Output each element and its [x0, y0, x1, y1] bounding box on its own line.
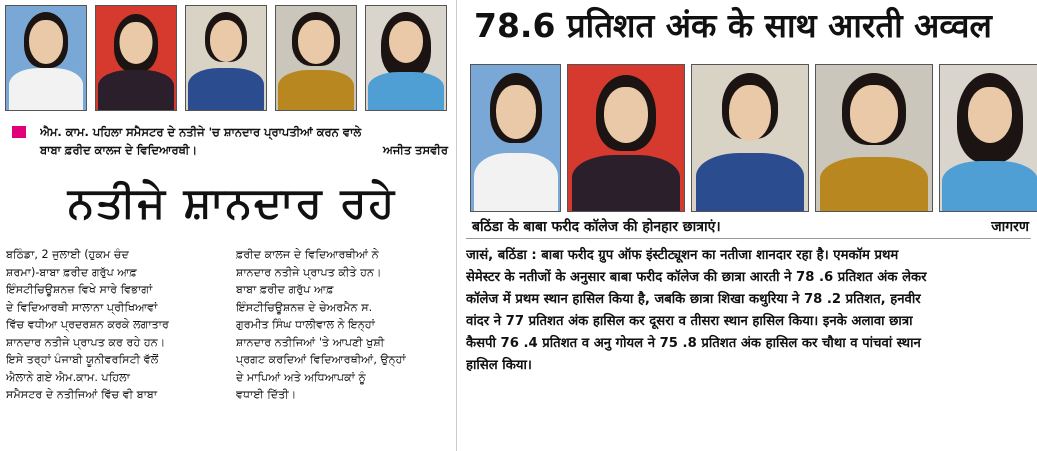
column-1-line: ਸ਼ਰਮਾ)-ਬਾਬਾ ਫ਼ਰੀਦ ਗਰੁੱਪ ਆਫ਼: [6, 265, 137, 279]
photo-credit: जागरण: [991, 219, 1029, 235]
column-1-line: ਸਮੈਸਟਰ ਦੇ ਨਤੀਜਿਆਂ ਵਿੱਚ ਵੀ ਬਾਬਾ: [6, 388, 158, 401]
column-2-line: ਪ੍ਰਗਟ ਕਰਦਿਆਂ ਵਿਦਿਆਰਥੀਆਂ, ਉਨ੍ਹਾਂ: [236, 353, 406, 366]
column-1-line: ਐਲਾਨੇ ਗਏ ਐਮ.ਕਾਮ. ਪਹਿਲਾ: [6, 370, 130, 384]
column-1-line: ਬਠਿੰਡਾ, 2 ਜੁਲਾਈ (ਹੁਕਮ ਚੰਦ: [6, 248, 129, 261]
column-1-line: ਸ਼ਾਨਦਾਰ ਨਤੀਜੇ ਪ੍ਰਾਪਤ ਕਰ ਰਹੇ ਹਨ।: [6, 335, 166, 349]
left-photo-row: [5, 5, 447, 111]
headline: ਨਤੀਜੇ ਸ਼ਾਨਦਾਰ ਰਹੇ: [67, 178, 397, 227]
student-photo-1: [5, 5, 87, 111]
column-1-line: ਇੰਸਟੀਚਿਊਸ਼ਨਜ਼ ਵਿਖੇ ਸਾਰੇ ਵਿਭਾਗਾਂ: [6, 283, 153, 296]
photo-caption-line-2: ਬਾਬਾ ਫ਼ਰੀਦ ਕਾਲਜ ਦੇ ਵਿਦਿਆਰਥੀ।: [40, 143, 198, 157]
student-photo-5: [939, 64, 1037, 212]
student-photo-4: [815, 64, 933, 212]
article-body: [466, 245, 1031, 377]
body-column-2: [236, 246, 452, 404]
student-photo-3: [185, 5, 267, 111]
body-line: वांदर ने 77 प्रतिशत अंक हासिल कर दूसरा व तीसरा स्थान हासिल किया। इनके अलावा छात्रा: [466, 314, 913, 329]
body-line: कैसपी 76 .4 प्रतिशत व अनु गोयल ने 75 .8 प्रतिशत अंक हासिल कर चौथा व पांचवां स्थान: [466, 336, 921, 351]
headline: 78.6 प्रतिशत अंक के साथ आरती अव्वल: [474, 6, 992, 45]
photo-caption: बठिंडा के बाबा फरीद कॉलेज की होनहार छात्राएं।: [472, 219, 721, 235]
column-2-line: ਬਾਬਾ ਫ਼ਰੀਦ ਗਰੁੱਪ ਆਫ਼: [236, 283, 334, 296]
student-photo-3: [691, 64, 809, 212]
column-2-line: ਸ਼ਾਨਦਾਰ ਨਤੀਜਿਆਂ 'ਤੇ ਆਪਣੀ ਖੁਸ਼ੀ: [236, 335, 385, 349]
column-1-line: ਇਸੇ ਤਰ੍ਹਾਂ ਪੰਜਾਬੀ ਯੂਨੀਵਰਸਿਟੀ ਵੱਲੋਂ: [6, 353, 159, 366]
column-1-line: ਵਿੱਚ ਵਧੀਆ ਪ੍ਰਦਰਸ਼ਨ ਕਰਕੇ ਲਗਾਤਾਰ: [6, 318, 169, 331]
column-2-line: ਇੰਸਟੀਚਿਊਸ਼ਨਜ਼ ਦੇ ਚੇਅਰਮੈਨ ਸ.: [236, 300, 373, 314]
student-photo-4: [275, 5, 357, 111]
student-photo-2: [567, 64, 685, 212]
hindi-news-clipping: [460, 0, 1037, 451]
column-2-line: ਗੁਰਮੀਤ ਸਿੰਘ ਧਾਲੀਵਾਲ ਨੇ ਇਨ੍ਹਾਂ: [236, 318, 375, 331]
body-line: कॉलेज में प्रथम स्थान हासिल किया है, जबकि छात्रा शिखा कथुरिया ने 78 .2 प्रतिशत, हनवीर: [466, 292, 921, 307]
column-2-line: ਦੇ ਮਾਪਿਆਂ ਅਤੇ ਅਧਿਆਪਕਾਂ ਨੂੰ: [236, 370, 366, 384]
divider: [466, 238, 1031, 239]
student-photo-1: [470, 64, 561, 212]
right-photo-row: [470, 64, 1037, 212]
punjabi-news-clipping: [0, 0, 457, 451]
body-line: जासं, बठिंडा : बाबा फरीद ग्रुप ऑफ इंस्टीट्यूशन का नतीजा शानदार रहा है। एमकॉम प्रथम: [466, 248, 899, 263]
column-1-line: ਦੇ ਵਿਦਿਆਰਥੀ ਸਾਲਾਨਾ ਪ੍ਰੀਖਿਆਵਾਂ: [6, 300, 158, 314]
column-2-line: ਵਧਾਈ ਦਿੱਤੀ।: [236, 388, 297, 401]
student-photo-2: [95, 5, 177, 111]
body-line: सेमेस्टर के नतीजों के अनुसार बाबा फरीद कॉलेज की छात्रा आरती ने 78 .6 प्रतिशत अंक लेकर: [466, 270, 927, 285]
photo-credit: ਅਜੀਤ ਤਸਵੀਰ: [382, 143, 448, 157]
photo-caption-line-1: ਐਮ. ਕਾਮ. ਪਹਿਲਾ ਸਮੈਸਟਰ ਦੇ ਨਤੀਜੇ 'ਚ ਸ਼ਾਨਦਾਰ ਪ੍ਰਾਪਤੀਆਂ ਕਰਨ ਵਾਲੇ: [40, 125, 362, 139]
body-column-1: [6, 246, 224, 404]
column-2-line: ਫ਼ਰੀਦ ਕਾਲਜ ਦੇ ਵਿਦਿਆਰਥੀਆਂ ਨੇ: [236, 248, 379, 261]
body-line: हासिल किया।: [466, 358, 532, 373]
student-photo-5: [365, 5, 447, 111]
column-2-line: ਸ਼ਾਨਦਾਰ ਨਤੀਜੇ ਪ੍ਰਾਪਤ ਕੀਤੇ ਹਨ।: [236, 265, 382, 279]
caption-marker: [12, 126, 26, 138]
